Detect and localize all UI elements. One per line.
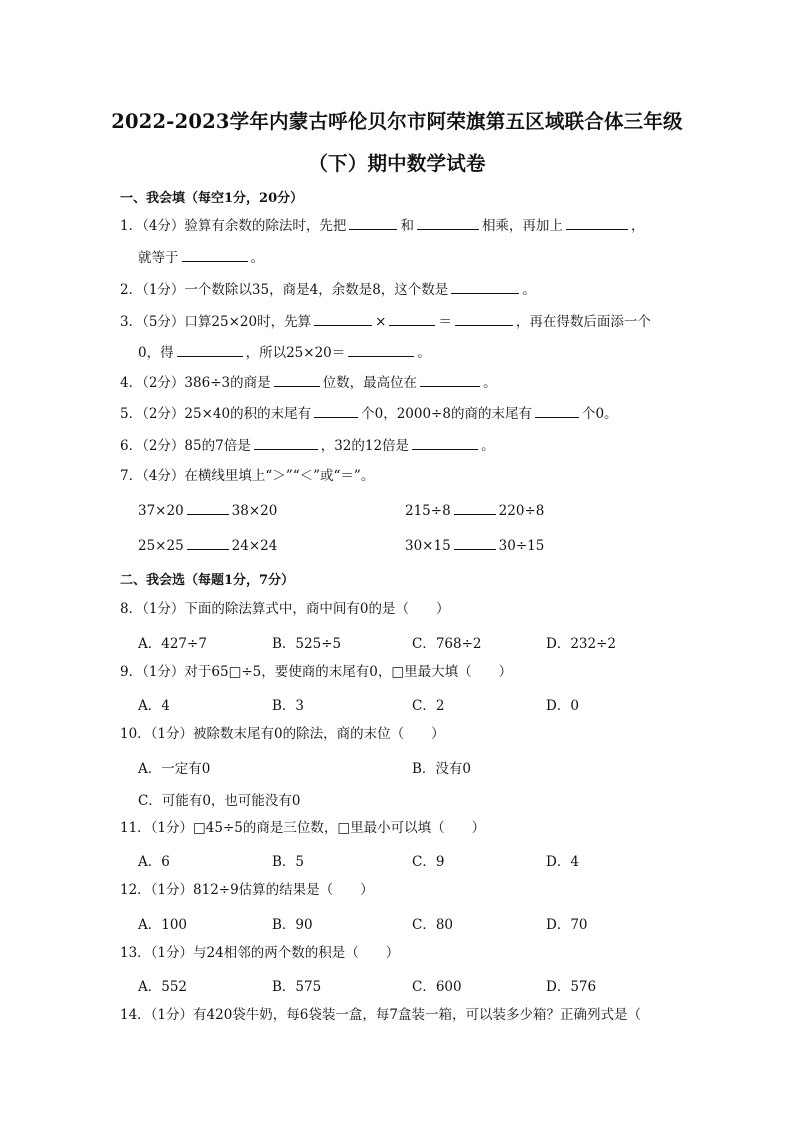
question-1: 1．（4分）验算有余数的除法时，先把 和 相乘，再加上 ， (120, 218, 645, 234)
question-4: 4．（2分）386÷3的商是 位数，最高位在 。 (120, 375, 497, 391)
question-9: 9．（1分）对于65□÷5，要使商的末尾有0，□里最大填（ ） (120, 664, 513, 680)
option-c[interactable]: C．9 (412, 854, 445, 870)
compare-blank[interactable] (187, 501, 229, 515)
option-b[interactable]: B．没有0 (412, 761, 472, 777)
question-5: 5．（2分）25×40的积的末尾有 个0，2000÷8的商的末尾有 个0。 (120, 406, 618, 422)
question-8: 8．（1分）下面的除法算式中，商中间有0的是（ ） (120, 601, 450, 617)
answer-blank[interactable] (348, 343, 414, 357)
question-10: 10．（1分）被除数末尾有0的除法，商的末位（ ） (120, 726, 445, 742)
answer-blank[interactable] (314, 312, 372, 326)
option-b[interactable]: B．3 (272, 698, 305, 714)
option-c[interactable]: C．600 (412, 979, 462, 995)
option-d[interactable]: D．0 (546, 698, 579, 714)
question-3: 3．（5分）口算25×20时，先算 × ＝ ，再在得数后面添一个 (120, 314, 651, 330)
compare-item: 30×15 30÷15 (405, 538, 545, 554)
option-a[interactable]: A．4 (138, 698, 170, 714)
option-a[interactable]: A．一定有0 (138, 761, 211, 777)
answer-blank[interactable] (420, 373, 480, 387)
question-1-line2: 就等于 。 (138, 250, 264, 266)
question-13: 13．（1分）与24相邻的两个数的积是（ ） (120, 945, 400, 961)
option-b[interactable]: B．5 (272, 854, 305, 870)
question-12: 12．（1分）812÷9估算的结果是（ ） (120, 882, 374, 898)
answer-blank[interactable] (455, 312, 513, 326)
question-11: 11．（1分）□45÷5的商是三位数，□里最小可以填（ ） (120, 820, 486, 836)
option-d[interactable]: D．4 (546, 854, 579, 870)
answer-blank[interactable] (566, 216, 628, 230)
option-c[interactable]: C．可能有0，也可能没有0 (138, 793, 301, 809)
option-a[interactable]: A．427÷7 (138, 636, 207, 652)
option-d[interactable]: D．576 (546, 979, 597, 995)
section-heading-fill: 一、我会填（每空1分，20分） (120, 191, 304, 206)
question-2: 2．（1分）一个数除以35，商是4，余数是8，这个数是 。 (120, 282, 536, 298)
answer-blank[interactable] (417, 216, 479, 230)
question-14: 14．（1分）有420袋牛奶，每6袋装一盒，每7盒装一箱，可以装多少箱？正确列式是（ (120, 1007, 641, 1023)
compare-item: 25×25 24×24 (138, 538, 278, 554)
answer-blank[interactable] (274, 373, 320, 387)
compare-blank[interactable] (187, 536, 229, 550)
option-b[interactable]: B．575 (272, 979, 322, 995)
option-c[interactable]: C．2 (412, 698, 445, 714)
option-b[interactable]: B．90 (272, 917, 313, 933)
option-c[interactable]: C．80 (412, 917, 454, 933)
answer-blank[interactable] (182, 248, 248, 262)
compare-item: 215÷8 220÷8 (405, 503, 545, 519)
option-a[interactable]: A．100 (138, 917, 188, 933)
answer-blank[interactable] (535, 404, 579, 418)
section-heading-choice: 二、我会选（每题1分，7分） (120, 573, 295, 588)
answer-blank[interactable] (349, 216, 397, 230)
question-3-line2: 0，得 ，所以25×20＝ 。 (138, 345, 431, 361)
answer-blank[interactable] (451, 280, 519, 294)
option-b[interactable]: B．525÷5 (272, 636, 342, 652)
option-c[interactable]: C．768÷2 (412, 636, 482, 652)
compare-item: 37×20 38×20 (138, 503, 278, 519)
compare-blank[interactable] (454, 501, 496, 515)
answer-blank[interactable] (177, 343, 243, 357)
question-6: 6．（2分）85的7倍是 ，32的12倍是 。 (120, 438, 495, 454)
exam-title-line1: 2022-2023学年内蒙古呼伦贝尔市阿荣旗第五区域联合体三年级 (111, 110, 683, 133)
answer-blank[interactable] (412, 436, 478, 450)
compare-blank[interactable] (454, 536, 496, 550)
answer-blank[interactable] (389, 312, 435, 326)
option-d[interactable]: D．232÷2 (546, 636, 616, 652)
answer-blank[interactable] (314, 404, 358, 418)
exam-title-line2: （下）期中数学试卷 (308, 152, 486, 175)
answer-blank[interactable] (254, 436, 318, 450)
option-a[interactable]: A．552 (138, 979, 188, 995)
option-d[interactable]: D．70 (546, 917, 588, 933)
question-7: 7．（4分）在横线里填上“＞”“＜”或“＝”。 (120, 468, 375, 484)
option-a[interactable]: A．6 (138, 854, 170, 870)
